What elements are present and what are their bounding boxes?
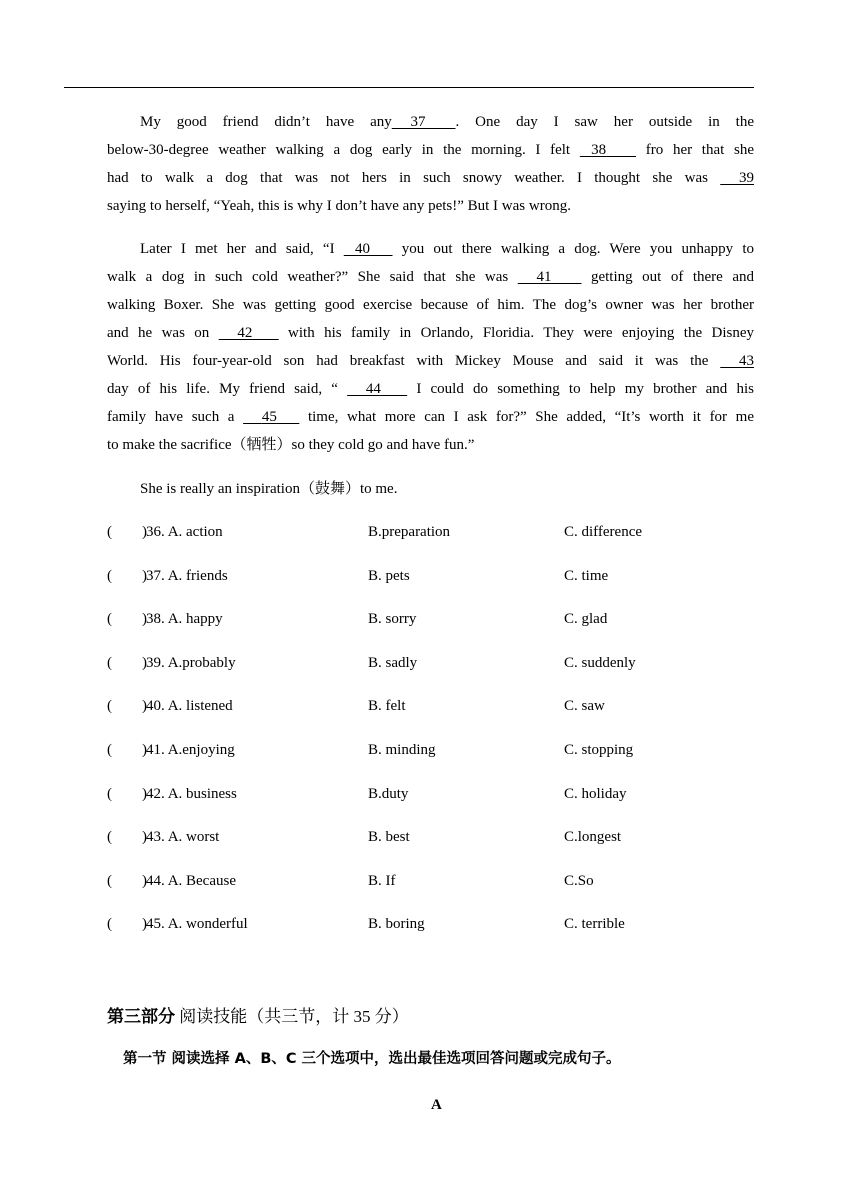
option-a: A. worst bbox=[167, 829, 220, 846]
passage-text: Later I met her and said, “I bbox=[140, 241, 344, 257]
passage-line bbox=[107, 192, 754, 220]
answer-parentheses: ( ) bbox=[107, 785, 147, 802]
question-number: 41. bbox=[146, 741, 165, 758]
option-c: C.longest bbox=[564, 829, 622, 846]
header-rule bbox=[64, 87, 754, 88]
question-number: 37. bbox=[146, 567, 165, 584]
blank-number: 38 bbox=[591, 142, 607, 158]
passage-text: had to walk a dog that was not hers in such snowy weather. I thought she was bbox=[107, 170, 721, 186]
option-c: C. time bbox=[564, 567, 609, 584]
passage-line bbox=[107, 108, 754, 136]
passage-text: World. His four-year-old son had breakfast with Mickey Mouse and said it was the bbox=[107, 353, 721, 369]
question-number: 44. bbox=[146, 872, 165, 889]
passage-line bbox=[107, 164, 754, 192]
option-c: C. suddenly bbox=[564, 654, 636, 671]
option-b: B. If bbox=[368, 872, 396, 889]
answer-blank bbox=[344, 235, 393, 263]
blank-number: 40 bbox=[355, 241, 371, 257]
option-b: B. felt bbox=[368, 698, 406, 715]
passage-line bbox=[107, 403, 754, 431]
passage-text: day of his life. My friend said, “ bbox=[107, 381, 348, 397]
question-options-list bbox=[107, 518, 754, 954]
passage-paragraph-2 bbox=[107, 235, 754, 459]
part-label: A bbox=[431, 1097, 442, 1113]
question-row bbox=[107, 518, 754, 562]
passage-text: walk a dog in such cold weather?” She said that she was bbox=[107, 269, 518, 285]
passage-paragraph-3 bbox=[107, 475, 754, 503]
question-row bbox=[107, 692, 754, 736]
question-number-and-option-a bbox=[146, 649, 236, 677]
passage-line bbox=[107, 235, 754, 263]
section-title bbox=[107, 1003, 409, 1031]
answer-blank bbox=[392, 108, 456, 136]
passage-text: family have such a bbox=[107, 409, 244, 425]
passage-text: . One day I saw her outside in the bbox=[455, 114, 754, 130]
question-row bbox=[107, 605, 754, 649]
question-row bbox=[107, 867, 754, 911]
passage-line bbox=[107, 136, 754, 164]
question-number: 45. bbox=[146, 916, 165, 933]
question-number: 42. bbox=[146, 785, 165, 802]
option-c: C. saw bbox=[564, 698, 605, 715]
answer-parentheses: ( ) bbox=[107, 567, 147, 584]
question-number: 39. bbox=[146, 654, 165, 671]
answer-parentheses: ( ) bbox=[107, 872, 147, 889]
blank-number: 39 bbox=[739, 170, 754, 186]
question-number-and-option-a bbox=[146, 780, 237, 808]
answer-blank bbox=[580, 136, 636, 164]
question-number-and-option-a bbox=[146, 736, 235, 764]
option-a: A.enjoying bbox=[167, 741, 235, 758]
passage-line bbox=[107, 319, 754, 347]
passage-text: walking Boxer. She was getting good exercise because of him. The dog’s owner was her brother bbox=[107, 297, 754, 313]
blank-number: 45 bbox=[261, 409, 277, 425]
blank-number: 43 bbox=[739, 353, 754, 369]
question-number: 40. bbox=[146, 698, 165, 715]
section-title-text: 阅读技能（共三节，计 35 分） bbox=[175, 1007, 409, 1026]
option-c: C. terrible bbox=[564, 916, 625, 933]
answer-blank bbox=[219, 319, 279, 347]
answer-blank bbox=[518, 263, 582, 291]
passage-line bbox=[107, 263, 754, 291]
option-a: A. action bbox=[167, 524, 223, 540]
option-a: A. Because bbox=[167, 872, 236, 889]
question-row bbox=[107, 562, 754, 606]
answer-parentheses: ( ) bbox=[107, 524, 147, 540]
answer-parentheses: ( ) bbox=[107, 654, 147, 671]
option-c: C. stopping bbox=[564, 741, 634, 758]
question-number-and-option-a bbox=[146, 823, 219, 851]
passage-text: with his family in Orlando, Floridia. They were enjoying the Disney bbox=[278, 325, 754, 341]
option-b: B.preparation bbox=[368, 524, 451, 540]
option-c: C. difference bbox=[564, 524, 643, 540]
question-number: 36. bbox=[146, 524, 165, 540]
question-row bbox=[107, 780, 754, 824]
answer-parentheses: ( ) bbox=[107, 611, 147, 628]
passage-paragraph-1 bbox=[107, 108, 754, 220]
passage-line bbox=[107, 291, 754, 319]
option-b: B. boring bbox=[368, 916, 425, 933]
passage-text: time, what more can I ask for?” She added, “It’s worth it for me bbox=[299, 409, 754, 425]
answer-blank bbox=[720, 164, 754, 192]
passage-text: you out there walking a dog. Were you unhappy to bbox=[392, 241, 754, 257]
option-a: A.probably bbox=[167, 654, 236, 671]
passage-line bbox=[107, 347, 754, 375]
answer-blank bbox=[720, 347, 754, 375]
answer-parentheses: ( ) bbox=[107, 916, 147, 933]
blank-number: 37 bbox=[410, 114, 426, 130]
option-a: A. business bbox=[167, 785, 237, 802]
passage-text: below-30-degree weather walking a dog early in the morning. I felt bbox=[107, 142, 580, 158]
passage-text: and he was on bbox=[107, 325, 219, 341]
question-number-and-option-a bbox=[146, 562, 228, 590]
option-a: A. wonderful bbox=[167, 916, 248, 933]
option-a: A. happy bbox=[167, 611, 223, 628]
option-b: B. pets bbox=[368, 567, 410, 584]
question-row bbox=[107, 649, 754, 693]
blank-number: 41 bbox=[536, 269, 552, 285]
passage-line bbox=[107, 375, 754, 403]
option-c: C.So bbox=[564, 872, 594, 889]
question-number-and-option-a bbox=[146, 910, 248, 938]
answer-blank bbox=[347, 375, 407, 403]
blank-number: 44 bbox=[365, 381, 381, 397]
passage-line bbox=[107, 431, 754, 459]
question-number-and-option-a bbox=[146, 692, 233, 720]
option-b: B. minding bbox=[368, 741, 436, 758]
option-b: B. best bbox=[368, 829, 410, 846]
passage-text: saying to herself, “Yeah, this is why I don’t have any pets!” But I was wrong. bbox=[107, 198, 571, 214]
question-number-and-option-a bbox=[146, 605, 223, 633]
answer-parentheses: ( ) bbox=[107, 741, 147, 758]
option-a: A. listened bbox=[167, 698, 233, 715]
option-b: B. sadly bbox=[368, 654, 418, 671]
question-row bbox=[107, 736, 754, 780]
passage-line: She is really an inspiration（鼓舞）to me. bbox=[140, 481, 398, 497]
question-number-and-option-a bbox=[146, 867, 236, 895]
passage-text: to make the sacrifice（牺牲）so they cold go and have fun.” bbox=[107, 437, 475, 453]
passage-text: My good friend didn’t have any bbox=[140, 114, 392, 130]
passage-text: I could do something to help my brother and his bbox=[407, 381, 754, 397]
section-title-part: 第三部分 bbox=[107, 1007, 175, 1027]
blank-number: 42 bbox=[237, 325, 253, 341]
option-c: C. glad bbox=[564, 611, 608, 628]
question-row bbox=[107, 823, 754, 867]
option-c: C. holiday bbox=[564, 785, 627, 802]
answer-parentheses: ( ) bbox=[107, 829, 147, 846]
option-a: A. friends bbox=[167, 567, 228, 584]
question-row bbox=[107, 910, 754, 954]
passage-text: getting out of there and bbox=[581, 269, 754, 285]
subsection-title: 第一节 阅读选择 A、B、C 三个选项中，选出最佳选项回答问题或完成句子。 bbox=[123, 1051, 621, 1067]
option-b: B.duty bbox=[368, 785, 409, 802]
answer-blank bbox=[243, 403, 299, 431]
option-b: B. sorry bbox=[368, 611, 417, 628]
question-number: 43. bbox=[146, 829, 165, 846]
question-number-and-option-a bbox=[146, 518, 223, 546]
question-number: 38. bbox=[146, 611, 165, 628]
passage-text: fro her that she bbox=[636, 142, 754, 158]
answer-parentheses: ( ) bbox=[107, 698, 147, 715]
